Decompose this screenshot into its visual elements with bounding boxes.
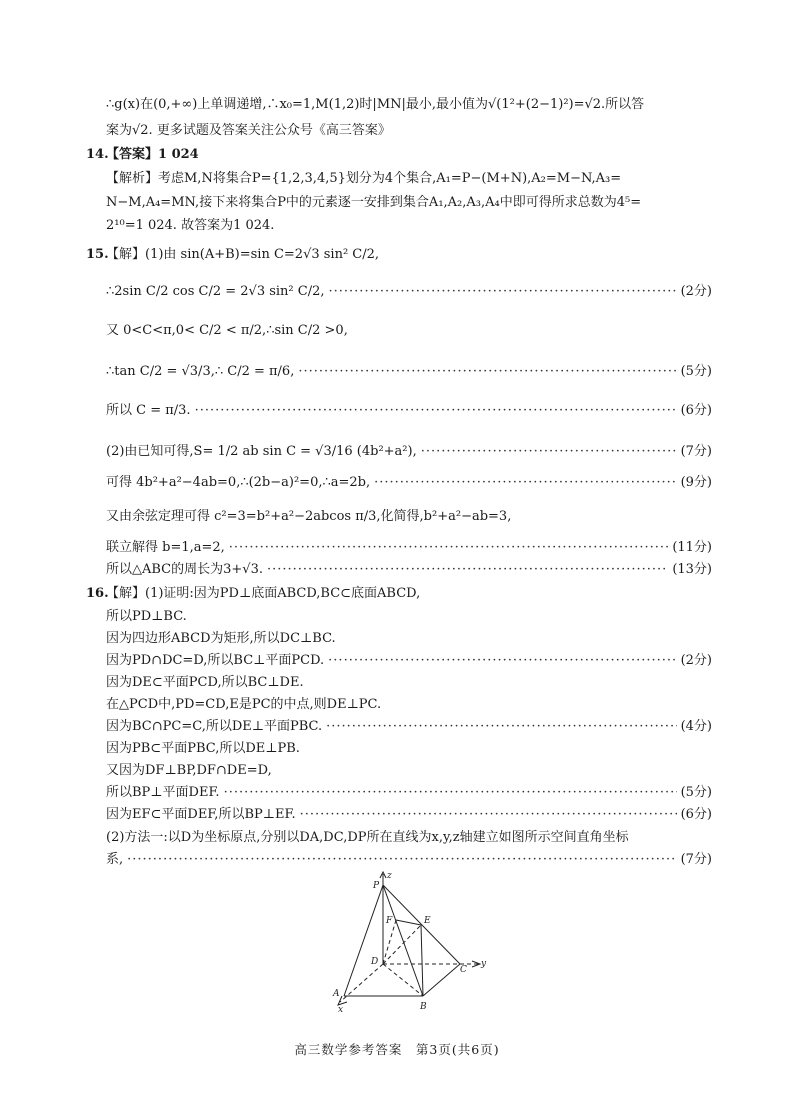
line-text: 因为EF⊂平面DEF,所以BP⊥EF. — [106, 807, 296, 822]
scored-line — [106, 561, 712, 579]
label-C: C — [460, 965, 467, 975]
pyramid-figure — [320, 868, 500, 1016]
score-label: (9分) — [680, 475, 712, 490]
score-label: (6分) — [680, 807, 712, 822]
text-line: ∴g(x)在(0,+∞)上单调递增,∴x₀=1,M(1,2)时|MN|最小,最小值为√(1²+(2−1)²)=√2.所以答 — [106, 97, 645, 112]
label-A: A — [333, 989, 340, 999]
answer-heading: 【答案】1 024 — [106, 147, 199, 162]
leader-dots — [329, 283, 677, 301]
line-text: ∴tan C/2 = √3/3,∴ C/2 = π/6, — [106, 364, 295, 379]
label-B: B — [420, 1002, 427, 1012]
label-y: y — [481, 959, 487, 969]
score-label: (2分) — [680, 653, 712, 668]
leader-dots — [326, 718, 676, 736]
text-line: 【解】(1)由 sin(A+B)=sin C=2√3 sin² C/2, — [106, 247, 380, 262]
edge-PA — [344, 885, 383, 996]
line-text: 所以BP⊥平面DEF. — [106, 785, 220, 800]
text-line: 因为四边形ABCD为矩形,所以DC⊥BC. — [106, 631, 336, 646]
text-line: 案为√2. 更多试题及答案关注公众号《高三答案》 — [106, 123, 391, 138]
scored-line — [106, 402, 712, 420]
scored-line — [106, 474, 712, 492]
text-line: 因为PB⊂平面PBC,所以DE⊥PB. — [106, 741, 300, 756]
score-label: (11分) — [672, 540, 712, 555]
text-line: 【解析】考虑M,N将集合P={1,2,3,4,5}划分为4个集合,A₁=P−(M+N),A₂=M−N,A₃= — [106, 171, 622, 186]
line-text: (2)由已知可得,S= 1/2 ab sin C = √3/16 (4b²+a²), — [106, 444, 417, 459]
line-text: 所以△ABC的周长为3+√3. — [106, 562, 263, 577]
leader-dots — [195, 402, 677, 420]
line-text: 系, — [106, 852, 124, 867]
question-number-14: 14. — [86, 147, 109, 162]
label-x: x — [338, 1005, 344, 1015]
scored-line — [106, 718, 712, 736]
segment-DE — [383, 925, 421, 964]
score-label: (5分) — [680, 785, 712, 800]
edge-BC — [423, 964, 460, 996]
segment-EB — [421, 925, 423, 996]
text-line: 又 0<C<π,0< C/2 < π/2,∴sin C/2 >0, — [106, 323, 348, 338]
text-line: 因为DE⊂平面PCD,所以BC⊥DE. — [106, 675, 304, 690]
text-line: 2¹⁰=1 024. 故答案为1 024. — [106, 218, 275, 233]
line-text: 因为BC∩PC=C,所以DE⊥平面PBC. — [106, 719, 323, 734]
score-label: (2分) — [680, 284, 712, 299]
text-line: 在△PCD中,PD=CD,E是PC的中点,则DE⊥PC. — [106, 697, 382, 712]
text-line: 所以PD⊥BC. — [106, 609, 187, 624]
label-E: E — [424, 916, 431, 926]
scored-line — [106, 851, 712, 869]
text-line: 【解】(1)证明:因为PD⊥底面ABCD,BC⊂底面ABCD, — [106, 586, 421, 601]
score-label: (7分) — [680, 444, 712, 459]
score-label: (5分) — [680, 364, 712, 379]
scored-line — [106, 539, 712, 557]
leader-dots — [229, 539, 669, 557]
label-D: D — [371, 957, 379, 967]
scored-line — [106, 283, 712, 301]
leader-dots — [127, 851, 676, 869]
scored-line — [106, 652, 712, 670]
score-label: (6分) — [680, 403, 712, 418]
label-z: z — [387, 871, 392, 881]
scored-line — [106, 806, 712, 824]
score-label: (13分) — [672, 562, 712, 577]
leader-dots — [300, 806, 677, 824]
question-number-16: 16. — [86, 586, 109, 601]
line-text: 联立解得 b=1,a=2, — [106, 540, 225, 555]
edge-PB — [383, 885, 423, 996]
line-text: 可得 4b²+a²−4ab=0,∴(2b−a)²=0,∴a=2b, — [106, 475, 371, 490]
text-line: 又由余弦定理可得 c²=3=b²+a²−2abcos π/3,化简得,b²+a²−ab=3, — [106, 509, 512, 524]
text-line: (2)方法一:以D为坐标原点,分别以DA,DC,DP所在直线为x,y,z轴建立如图所示空间直角坐标 — [106, 830, 629, 845]
text-line: N−M,A₄=MN,接下来将集合P中的元素逐一安排到集合A₁,A₂,A₃,A₄中即可得所求总数为4⁵= — [106, 195, 642, 210]
score-label: (4分) — [680, 719, 712, 734]
leader-dots — [328, 652, 676, 670]
label-F: F — [386, 916, 393, 926]
leader-dots — [374, 474, 676, 492]
label-P: P — [373, 881, 380, 891]
line-text: ∴2sin C/2 cos C/2 = 2√3 sin² C/2, — [106, 284, 325, 299]
leader-dots — [267, 561, 668, 579]
scored-line — [106, 363, 712, 381]
scored-line — [106, 784, 712, 802]
leader-dots — [298, 363, 676, 381]
text-line: 又因为DF⊥BP,DF∩DE=D, — [106, 763, 272, 778]
leader-dots — [421, 443, 677, 461]
question-number-15: 15. — [86, 247, 109, 262]
page-footer: 高三数学参考答案 第3页(共6页) — [294, 1042, 500, 1057]
line-text: 所以 C = π/3. — [106, 403, 191, 418]
score-label: (7分) — [680, 852, 712, 867]
leader-dots — [224, 784, 677, 802]
scored-line — [106, 443, 712, 461]
line-text: 因为PD∩DC=D,所以BC⊥平面PCD. — [106, 653, 325, 668]
